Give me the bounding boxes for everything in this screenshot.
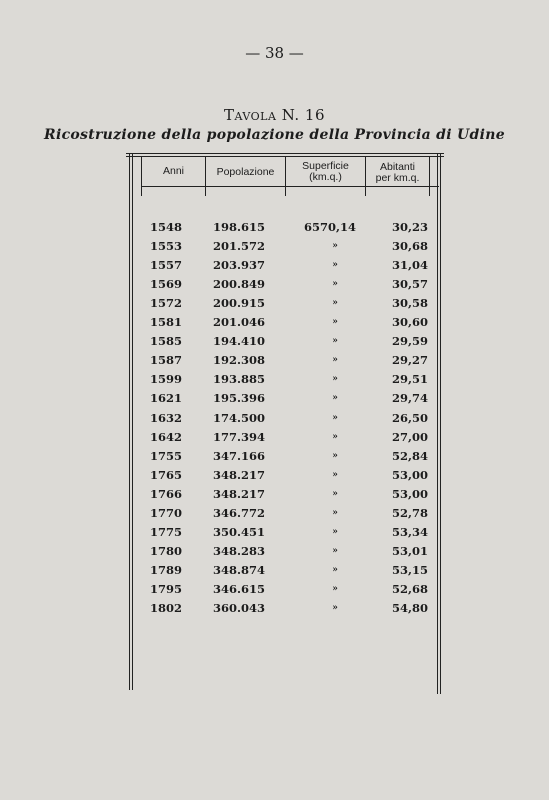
cell-year: 1557	[150, 258, 183, 272]
cell-area: »	[332, 241, 338, 251]
cell-area: »	[332, 584, 338, 594]
cell-density: 29,27	[391, 353, 428, 367]
column-header-area	[286, 161, 365, 183]
left-border-inner	[132, 154, 133, 690]
left-border	[129, 154, 130, 690]
cell-area: »	[332, 393, 338, 403]
cell-population: 360.043	[212, 601, 265, 615]
column-header-area-line2: (km.q.)	[309, 171, 342, 183]
cell-area: »	[332, 336, 338, 346]
table-subtitle: Ricostruzione della popolazione della Provincia di Udine	[44, 127, 505, 143]
cell-density: 30,57	[391, 277, 428, 291]
cell-density: 54,80	[391, 601, 428, 615]
table-title-number: N. 16	[281, 106, 325, 124]
cell-density: 53,00	[391, 468, 428, 482]
cell-year: 1795	[150, 582, 183, 596]
cell-density: 30,23	[391, 220, 428, 234]
cell-population: 198.615	[212, 220, 265, 234]
right-border-inner	[440, 154, 441, 694]
cell-population: 346.772	[212, 506, 265, 520]
cell-population: 201.572	[212, 239, 265, 253]
cell-density: 29,59	[391, 334, 428, 348]
cell-year: 1553	[150, 239, 183, 253]
cell-area: »	[332, 470, 338, 480]
cell-year: 1755	[150, 449, 183, 463]
cell-year: 1765	[150, 468, 183, 482]
cell-population: 346.615	[212, 582, 265, 596]
column-header-area-line1: Superficie	[302, 160, 349, 172]
column-header-density-line1: Abitanti	[379, 161, 416, 173]
cell-population: 194.410	[212, 334, 265, 348]
cell-population: 347.166	[212, 449, 265, 463]
cell-area: »	[332, 298, 338, 308]
cell-population: 174.500	[212, 411, 265, 425]
cell-area: »	[332, 279, 338, 289]
cell-population: 348.283	[212, 544, 265, 558]
cell-density: 52,78	[391, 506, 428, 520]
page-number: — 38 —	[245, 44, 304, 62]
cell-area: »	[332, 260, 338, 270]
cell-year: 1581	[150, 315, 183, 329]
header-rule	[141, 186, 439, 187]
cell-density: 31,04	[391, 258, 428, 272]
cell-density: 53,00	[391, 487, 428, 501]
cell-year: 1632	[150, 411, 183, 425]
cell-year: 1780	[150, 544, 183, 558]
table-title-prefix: Tavola	[224, 106, 277, 124]
cell-density: 29,51	[391, 372, 428, 386]
cell-year: 1569	[150, 277, 183, 291]
cell-population: 203.937	[212, 258, 265, 272]
column-header-density-line2: per km.q.	[375, 172, 420, 184]
cell-population: 348.217	[212, 468, 265, 482]
cell-density: 29,74	[391, 391, 428, 405]
cell-area: »	[332, 413, 338, 423]
cell-year: 1802	[150, 601, 183, 615]
cell-area: »	[332, 451, 338, 461]
column-header-population: Popolazione	[216, 166, 275, 178]
cell-density: 53,01	[391, 544, 428, 558]
cell-density: 30,60	[391, 315, 428, 329]
cell-area: »	[332, 508, 338, 518]
column-header-year: Anni	[162, 165, 184, 177]
table-title	[0, 106, 549, 124]
cell-year: 1766	[150, 487, 183, 501]
cell-area: »	[332, 374, 338, 384]
cell-year: 1572	[150, 296, 183, 310]
cell-population: 193.885	[212, 372, 265, 386]
cell-year: 1775	[150, 525, 183, 539]
cell-area: »	[332, 527, 338, 537]
cell-population: 177.394	[212, 430, 265, 444]
cell-population: 348.217	[212, 487, 265, 501]
cell-year: 1599	[150, 372, 183, 386]
cell-population: 192.308	[212, 353, 265, 367]
top-rule	[126, 153, 444, 154]
cell-density: 27,00	[391, 430, 428, 444]
cell-year: 1548	[150, 220, 183, 234]
right-border	[437, 154, 438, 694]
cell-population: 348.874	[212, 563, 265, 577]
cell-year: 1585	[150, 334, 183, 348]
cell-density: 30,58	[391, 296, 428, 310]
cell-area: »	[332, 317, 338, 327]
cell-population: 350.451	[212, 525, 265, 539]
col-divider-5	[429, 156, 430, 196]
cell-year: 1789	[150, 563, 183, 577]
cell-density: 26,50	[391, 411, 428, 425]
cell-population: 200.915	[212, 296, 265, 310]
cell-year: 1587	[150, 353, 183, 367]
cell-population: 201.046	[212, 315, 265, 329]
cell-area: »	[332, 355, 338, 365]
cell-area: »	[332, 489, 338, 499]
cell-year: 1642	[150, 430, 183, 444]
cell-area: »	[332, 546, 338, 556]
cell-density: 53,15	[391, 563, 428, 577]
cell-density: 53,34	[391, 525, 428, 539]
cell-area: »	[332, 565, 338, 575]
cell-year: 1770	[150, 506, 183, 520]
cell-area: »	[332, 432, 338, 442]
cell-area: »	[332, 603, 338, 613]
cell-area: 6570,14	[303, 220, 356, 234]
column-header-density	[366, 162, 429, 184]
cell-density: 52,68	[391, 582, 428, 596]
cell-year: 1621	[150, 391, 183, 405]
cell-population: 195.396	[212, 391, 265, 405]
cell-density: 52,84	[391, 449, 428, 463]
cell-density: 30,68	[391, 239, 428, 253]
cell-population: 200.849	[212, 277, 265, 291]
